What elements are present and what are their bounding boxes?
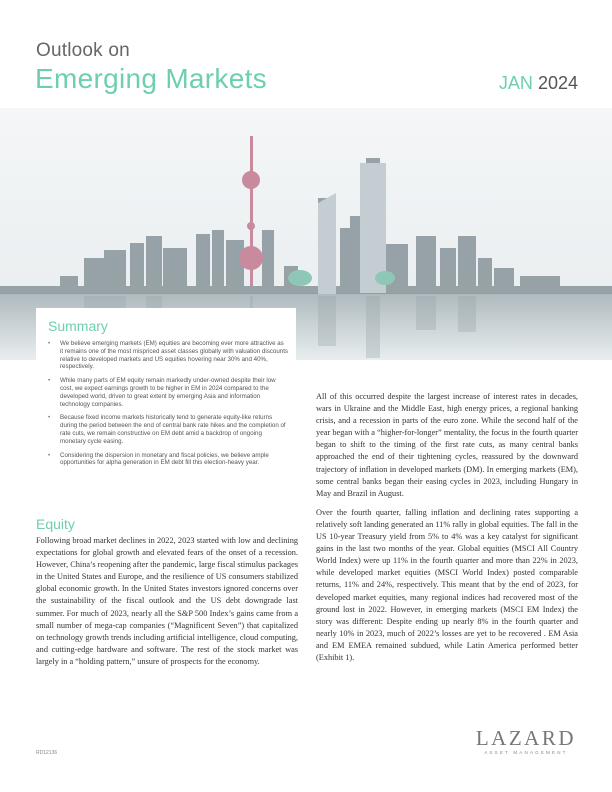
paragraph: Following broad market declines in 2022, 2023 started with low and declining expectations for global growth and elevated fears of the onset of a recession. However, China’s reopening after the pandemic, large fiscal stimulus packages in the United States and Europe, and the resilience of US consumers stabilized global economic growth. In the United States investors ignored concerns over the sustainability of the fiscal outlook and the US debt downgrade last summer. For much of 2023, nearly all the S&P 500 Index’s gains came from a small number of mega-cap companies (“Magnificent Seven”) that capitalized on technology growth trends including artificial intelligence, cloud computing, and cutting-edge hardware and software. The rest of the stock market was largely in a “holding pattern,” unsure of prospects for the economy. (36, 536, 298, 666)
logo-name: LAZARD (475, 726, 576, 750)
summary-bullet: • Considering the dispersion in monetary and fiscal policies, we believe ample opportunities for alpha generation in EM debt fill this election-heavy year. (48, 452, 288, 468)
date-year: 2024 (537, 73, 578, 93)
summary-heading: Summary (48, 318, 108, 334)
summary-list (48, 340, 288, 473)
right-column-body (316, 391, 578, 671)
equity-body (36, 535, 298, 675)
summary-box (36, 308, 296, 500)
report-title: Emerging Markets (35, 63, 267, 94)
summary-bullet: • We believe emerging markets (EM) equities are becoming ever more attractive as it remains one of the most mispriced asset classes globally with valuation discounts relative to developed markets and US equities hovering near 30% and 40%, respectively. (48, 340, 288, 371)
lazard-logo (476, 726, 576, 755)
logo-subtitle: ASSET MANAGEMENT (484, 750, 568, 755)
paragraph: All of this occurred despite the largest increase of interest rates in decades, wars in Ukraine and the Middle East, high energy prices, a regional banking crisis, and a recession in parts of the euro zone. While the second half of the year began with a “higher-for-longer” mentality, the focus in the fourth quarter began to shift to the timing of the first rate cuts, as many central banks approached the end of their tightening cycles, reassured by the downward trajectory of inflation in developed markets (DM). In emerging markets (EM), some central banks began their easing cycles in 2023, including Hungary in May and Brazil in August. (316, 392, 578, 498)
equity-heading: Equity (36, 516, 75, 532)
document-code: RD12136 (36, 750, 58, 756)
summary-bullet: • While many parts of EM equity remain markedly under-owned despite their low cost, we expect earnings growth to be higher in EM in 2024 compared to the developed world, driven to great extent by emerging Asia and information technology companies. (48, 377, 288, 408)
report-kicker: Outlook on (36, 40, 130, 61)
date-month: JAN (498, 73, 533, 93)
summary-bullet: • Because fixed income markets historically tend to generate equity-like returns during the period between the end of central bank rate hikes and the completion of rate cuts, we remain constructive on EM debt amid a backdrop of ongoing monetary cycle easing. (48, 414, 288, 445)
report-date (499, 73, 578, 94)
paragraph: Over the fourth quarter, falling inflation and declining rates supporting a relatively soft landing generated an 11% rally in global equities. The fall in the US 10-year Treasury yield from 5% to 4% was a key catalyst for significant gains in the last two months of the year. Global equities (MSCI All Country World Index) were up 11% in the fourth quarter and more than 22% in 2023, while developed market equities (MSCI World Index) posted comparable returns, 11% and 24%, respectively. This meant that by the end of 2023, for developed market equities, many regional indices had recovered most of the ground lost in 2022. However, in emerging markets (MSCI EM Index) the story was different: Despite ending up nearly 8% in the fourth quarter and nearly 10% in 2023, much of 2022’s losses are yet to be recovered . EM Asia and EM EMEA remained subdued, while Latin America performed better (Exhibit 1). (316, 507, 578, 662)
